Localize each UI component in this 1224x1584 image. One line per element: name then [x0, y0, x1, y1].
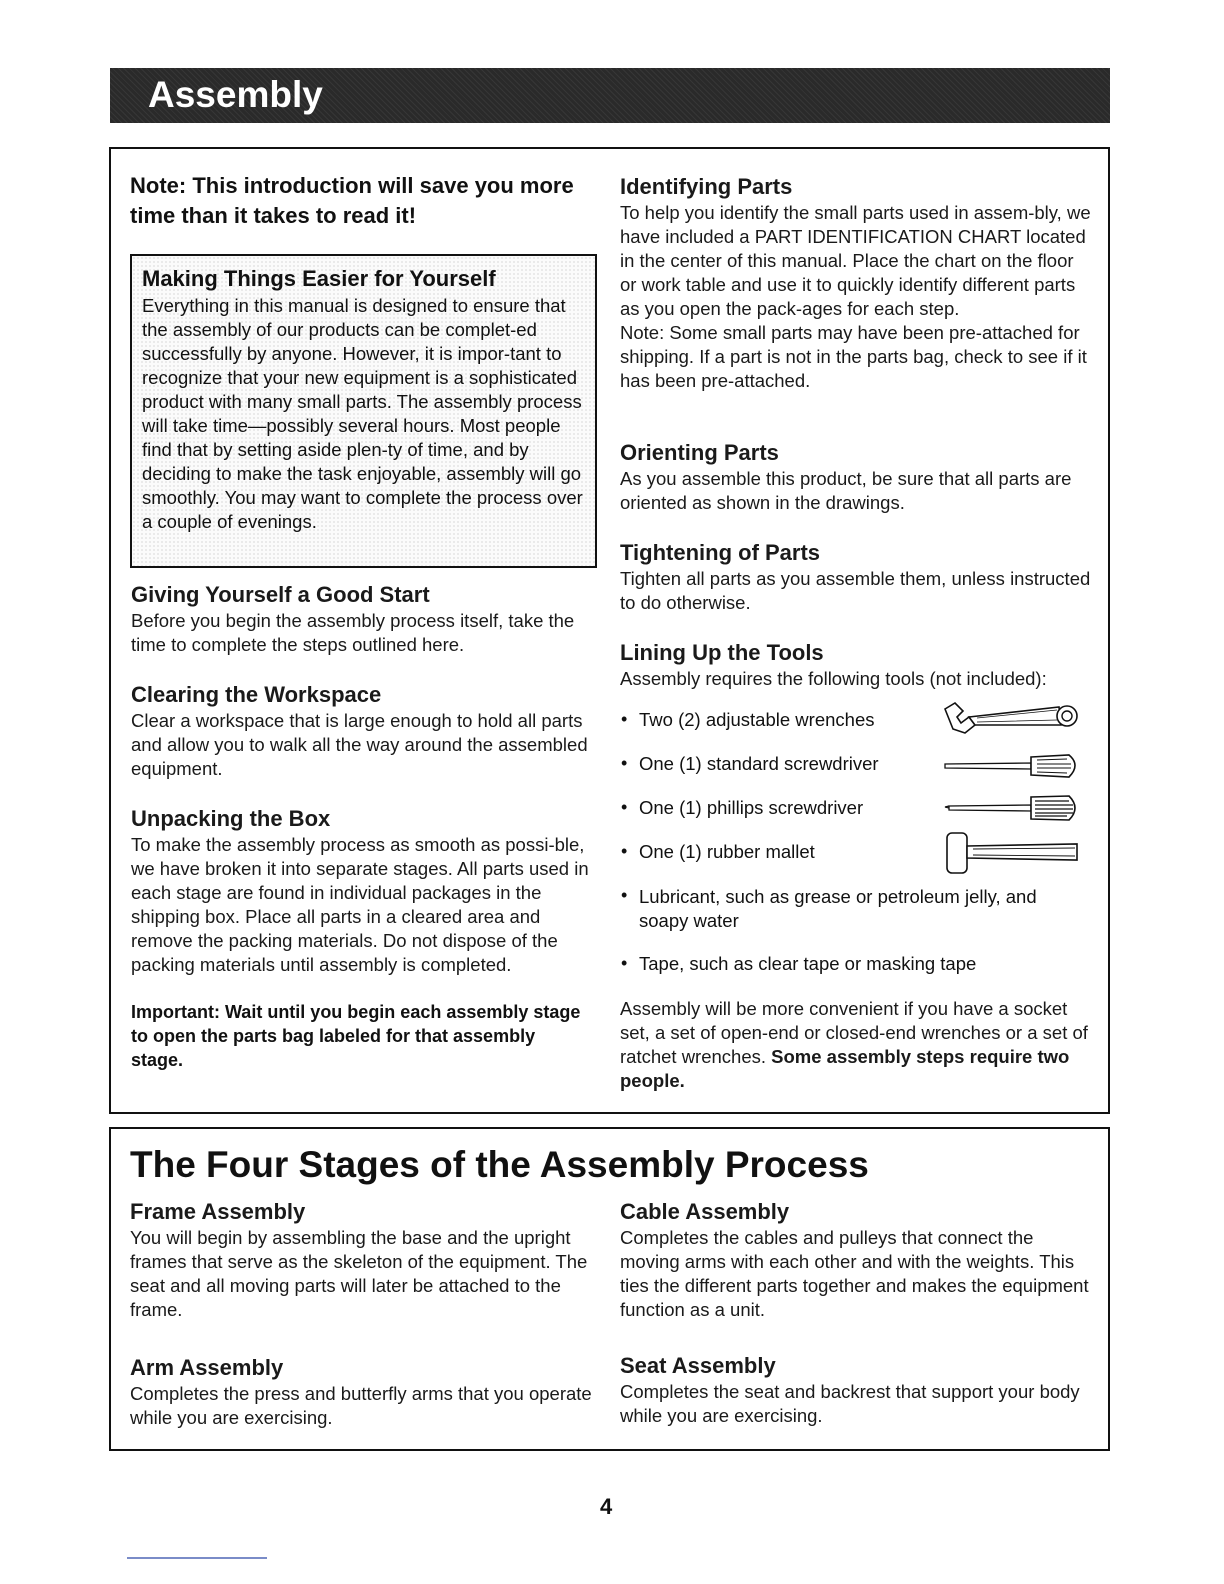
easier-text: Everything in this manual is designed to ensure that the assembly of our products can be complet-ed successfully by anyone. However, it is impor-tant to recognize that your new equipment is a sophisticated product with many small parts. The assembly process will take time—possibly several hours. Most people find that by setting aside plen-ty of time, and by deciding to make the task enjoyable, assembly will go smoothly. You may want to complete the process over a couple of evenings. [142, 295, 583, 532]
adjustable-wrench-icon [941, 699, 1081, 739]
stage-seat [620, 1352, 1090, 1428]
easier-title: Making Things Easier for Yourself [142, 266, 496, 291]
section-text: Clear a workspace that is large enough to hold all parts and allow you to walk all the way around the assembled equipment. [131, 710, 588, 779]
easier-box [130, 254, 597, 568]
standard-screwdriver-icon [943, 751, 1083, 781]
bullet: • [621, 797, 628, 817]
section-title: Clearing the Workspace [131, 682, 382, 707]
stage-title: Cable Assembly [620, 1199, 790, 1224]
closing-bold: Some assembly steps require two people. [620, 1046, 1070, 1091]
tool-label: Lubricant, such as grease or petroleum jelly, and soapy water [639, 886, 1037, 931]
important-text: Important: Wait until you begin each assembly stage to open the parts bag labeled for that assembly stage. [131, 1002, 581, 1070]
section-title: Tightening of Parts [620, 540, 821, 565]
stage-text: Completes the cables and pulleys that connect the moving arms with each other and with the weights. This ties the different parts together and makes the equipment function as a unit. [620, 1227, 1089, 1320]
section-text: Assembly requires the following tools (not included): [620, 668, 1047, 689]
tool-label: One (1) rubber mallet [639, 841, 815, 862]
stage-frame [130, 1198, 595, 1322]
section-text: To help you identify the small parts used in assem-bly, we have included a PART IDENTIFICATION CHART located in the center of this manual. Place the chart on the floor or work table and use it to quickly identify different parts as you open the pack-ages for each step. [620, 202, 1091, 319]
section-title: Lining Up the Tools [620, 640, 824, 665]
intro-note: Note: This introduction will save you more time than it takes to read it! [130, 173, 574, 228]
stage-title: Seat Assembly [620, 1353, 776, 1378]
tool-label: One (1) phillips screwdriver [639, 797, 864, 818]
section-title: Unpacking the Box [131, 806, 331, 831]
page-number: 4 [600, 1494, 613, 1519]
closing-paragraph [620, 997, 1095, 1093]
section-orienting [620, 439, 1095, 515]
tool-label: Two (2) adjustable wrenches [639, 709, 875, 730]
tool-item [621, 749, 1091, 785]
stage-text: Completes the seat and backrest that support your body while you are exercising. [620, 1381, 1080, 1426]
tool-label: One (1) standard screwdriver [639, 753, 879, 774]
important-note [131, 1000, 586, 1072]
stages-box [109, 1127, 1110, 1451]
section-tools [620, 639, 1100, 691]
stage-text: Completes the press and butterfly arms that you operate while you are exercising. [130, 1383, 592, 1428]
closing-text: Assembly will be more convenient if you have a socket set, a set of open-end or closed-end wrenches or a set of ratchet wrenches. [620, 998, 1088, 1067]
section-unpacking [131, 805, 606, 977]
section-title: Orienting Parts [620, 440, 779, 465]
stage-title: Arm Assembly [130, 1355, 284, 1380]
introduction-box [109, 147, 1110, 1114]
section-text: Before you begin the assembly process itself, take the time to complete the steps outlined here. [131, 610, 575, 655]
phillips-screwdriver-icon [943, 793, 1083, 823]
section-text: To make the assembly process as smooth as possi-ble, we have broken it into separate stages. All parts used in each stage are found in individual packages in the shipping box. Place all parts in a cleared area and remove the packing materials. Do not dispose of the packing materials until assembly is completed. [131, 834, 589, 975]
tool-item [621, 793, 1091, 829]
section-tightening [620, 539, 1095, 615]
tool-item [621, 881, 1091, 937]
bullet: • [621, 753, 628, 773]
page-title: Assembly [148, 74, 323, 115]
stage-arm [130, 1354, 595, 1430]
bullet: • [621, 841, 628, 861]
section-title: Identifying Parts [620, 174, 793, 199]
bullet: • [621, 709, 628, 729]
section-text: Tighten all parts as you assemble them, unless instructed to do otherwise. [620, 568, 1091, 613]
stage-cable [620, 1198, 1090, 1322]
bullet: • [621, 953, 628, 973]
section-title: Giving Yourself a Good Start [131, 582, 430, 607]
section-text: As you assemble this product, be sure that all parts are oriented as shown in the drawings. [620, 468, 1072, 513]
section-good-start [131, 581, 601, 657]
rubber-mallet-icon [943, 829, 1083, 877]
section-banner [110, 68, 1110, 123]
footer-divider [127, 1557, 267, 1559]
tools-closing [620, 997, 1095, 1093]
tool-item [621, 949, 1091, 985]
tool-item [621, 837, 1091, 873]
tool-item [621, 705, 1091, 741]
stages-title-block [130, 1143, 1030, 1187]
tool-label: Tape, such as clear tape or masking tape [639, 953, 977, 974]
stage-title: Frame Assembly [130, 1199, 306, 1224]
stage-text: You will begin by assembling the base and the upright frames that serve as the skeleton of the equipment. The seat and all moving parts will later be attached to the frame. [130, 1227, 588, 1320]
stages-title: The Four Stages of the Assembly Process [130, 1144, 869, 1185]
section-workspace [131, 681, 601, 781]
section-identifying [620, 173, 1095, 393]
section-note: Note: Some small parts may have been pre-attached for shipping. If a part is not in the parts bag, check to see if it has been pre-attached. [620, 322, 1087, 391]
tools-list [621, 705, 1091, 985]
bullet: • [621, 885, 628, 905]
intro-note-block [130, 171, 602, 231]
